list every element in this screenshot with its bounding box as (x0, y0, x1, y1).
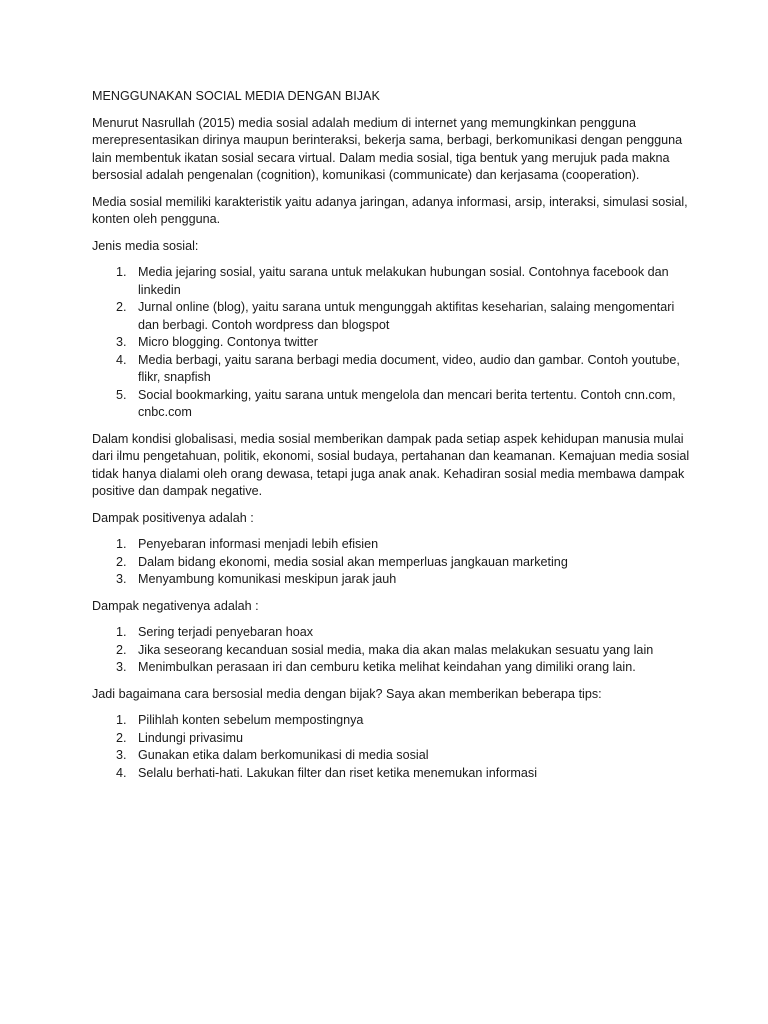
list-item-text: Social bookmarking, yaitu sarana untuk mengelola dan mencari berita tertentu. Contoh cnn.com, cnbc.com (138, 387, 676, 419)
list-item-text: Penyebaran informasi menjadi lebih efisien (138, 537, 379, 551)
list-item-number: 2. (116, 300, 127, 314)
list-item-number: 1. (116, 713, 127, 727)
list-item (92, 747, 696, 765)
list-item-number: 3. (116, 572, 127, 586)
list-item (92, 642, 696, 660)
list-item (92, 765, 696, 783)
document-title: MENGGUNAKAN SOCIAL MEDIA DENGAN BIJAK (92, 89, 380, 103)
list-item (92, 536, 696, 554)
heading-tips: Jadi bagaimana cara bersosial media dengan bijak? Saya akan memberikan beberapa tips: (92, 686, 602, 701)
list-item (92, 352, 696, 387)
list-item-number: 2. (116, 730, 127, 745)
list-item (92, 624, 696, 642)
list-item-text: Media jejaring sosial, yaitu sarana untuk melakukan hubungan sosial. Contohnya facebook dan linkedin (138, 265, 669, 297)
list-item (92, 712, 696, 730)
list-item-text: Micro blogging. Contonya twitter (138, 335, 318, 349)
list-positif (92, 536, 696, 589)
heading-jenis: Jenis media sosial: (92, 238, 199, 253)
paragraph-globalization: Dalam kondisi globalisasi, media sosial memberikan dampak pada setiap aspek kehidupan manusia mulai dari ilmu pengetahuan, politik, ekonomi, sosial budaya, pertahanan dan keamanan. Kemajuan media sosial tidak hanya dialami oleh orang dewasa, tetapi juga anak anak. Kehadiran sosial media membawa dampak positive dan dampak negative. (92, 431, 690, 498)
list-item (92, 387, 696, 422)
list-item-number: 2. (116, 554, 127, 569)
list-item-number: 4. (116, 352, 127, 367)
list-item-text: Lindungi privasimu (138, 730, 244, 745)
list-item-number: 3. (116, 335, 127, 349)
list-item-text: Menyambung komunikasi meskipun jarak jauh (138, 572, 397, 586)
list-item-text: Dalam bidang ekonomi, media sosial akan memperluas jangkauan marketing (138, 554, 568, 569)
list-item (92, 334, 696, 352)
paragraph-characteristics: Media sosial memiliki karakteristik yaitu adanya jaringan, adanya informasi, arsip, interaksi, simulasi sosial, konten oleh pengguna. (92, 194, 688, 226)
list-item-text: Jurnal online (blog), yaitu sarana untuk mengunggah aktifitas keseharian, salaing mengomentari dan berbagi. Contoh wordpress dan blogspot (138, 300, 675, 332)
list-item-text: Selalu berhati-hati. Lakukan filter dan riset ketika menemukan informasi (138, 765, 538, 780)
heading-negatif: Dampak negativenya adalah : (92, 598, 259, 613)
list-item-number: 4. (116, 765, 127, 780)
list-item-number: 1. (116, 265, 127, 279)
list-negatif (92, 624, 696, 677)
list-item-text: Sering terjadi penyebaran hoax (138, 625, 314, 639)
list-item-number: 5. (116, 387, 127, 402)
list-tips (92, 712, 696, 782)
list-item (92, 264, 696, 299)
list-item-text: Pilihlah konten sebelum mempostingnya (138, 713, 364, 727)
list-item-text: Media berbagi, yaitu sarana berbagi media document, video, audio dan gambar. Contoh youtube, flikr, snapfish (138, 352, 680, 384)
list-item-number: 1. (116, 625, 127, 639)
list-item (92, 571, 696, 589)
list-item (92, 730, 696, 748)
list-item-number: 3. (116, 660, 127, 674)
list-item-text: Gunakan etika dalam berkomunikasi di media sosial (138, 748, 429, 762)
list-item-text: Jika seseorang kecanduan sosial media, maka dia akan malas melakukan sesuatu yang lain (138, 642, 654, 657)
list-item (92, 659, 696, 677)
heading-positif: Dampak positivenya adalah : (92, 510, 254, 525)
list-item (92, 299, 696, 334)
list-item-number: 2. (116, 642, 127, 657)
list-item-text: Menimbulkan perasaan iri dan cemburu ketika melihat keindahan yang dimiliki orang lain. (138, 660, 636, 674)
paragraph-definition: Menurut Nasrullah (2015) media sosial adalah medium di internet yang memungkinkan pengguna merepresentasikan dirinya maupun berinteraksi, bekerja sama, berbagi, berkomunikasi dengan pengguna lain membentuk ikatan sosial secara virtual. Dalam media sosial, tiga bentuk yang merujuk pada makna bersosial adalah pengenalan (cognition), komunikasi (communicate) dan kerjasama (cooperation). (92, 115, 683, 182)
list-item-number: 1. (116, 537, 127, 551)
list-item (92, 554, 696, 572)
list-item-number: 3. (116, 748, 127, 762)
list-jenis (92, 264, 696, 422)
